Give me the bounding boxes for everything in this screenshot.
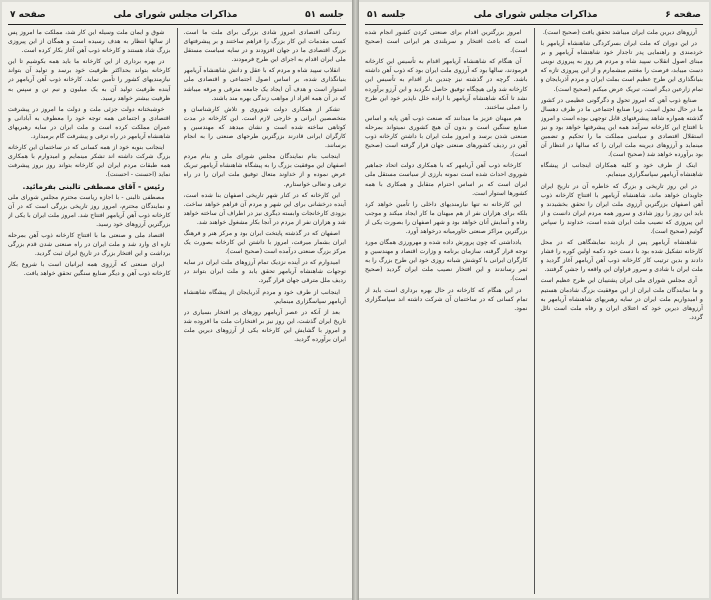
paragraph: اینجانب بنام نمایندگان مجلس شورای ملی و بنام مردم اصفهان این موفقیت بزرگ را به پیشگاه شاهنشاه آریامهر تبریک عرض نموده و از خداوند متعال توفیق ملت ایران را در راه ترقی و تعالی خواستارم.	[183, 153, 346, 188]
paragraph: مصطفی تالبنی - با اجازه ریاست محترم مجلس شورای ملی و نمایندگان محترم، امروز روز تاریخی بزرگی است که در آن کارخانه ذوب آهن آریامهر افتتاح شد. امروز ملت ایران با یکی از بزرگترین آرزوهای خود رسید.	[8, 193, 171, 228]
right-page-column-2	[365, 28, 528, 594]
paragraph: این کارخانه که در کنار شهر تاریخی اصفهان بنا شده است، آینده درخشانی برای این شهر و مردم آن فراهم خواهد ساخت. بزودی کارخانجات وابسته دیگری نیز در اطراف آن ساخته خواهد شد و هزاران نفر از مردم در آنجا بکار مشغول خواهند شد.	[183, 191, 346, 226]
paragraph: شوق و ایمان ملت وسیله این کار شد، مملکت ما امروز پس از سالها انتظار به هدف رسیده است و همگان از این پیروزی بزرگ شاد هستند و کارخانه ذوب آهن آغاز بکار کرده است.	[8, 29, 171, 55]
paragraph: انقلاب سپید شاه و مردم که با عقل و دانش شاهنشاه آریامهر بنیانگذاری شده، بر اساس اصول اجتماعی و اقتصادی ملی استوار است و هدف آن ایجاد یک جامعه مترقی و مرفه میباشد که در آن همه افراد از مواهب زندگی بهره مند باشند.	[183, 67, 346, 102]
paragraph: بعد از آنکه در عصر آریامهر روزهای پر افتخار بسیاری در تاریخ ایران گذشت، این روز نیز بر افتخارات ملت ما افزوده شد و امروز با گشایش این کارخانه یکی از آرزوهای دیرین ملت ایران برآورده گردید.	[183, 308, 346, 343]
right-page-column-1	[541, 28, 704, 594]
paragraph: در این دوران که ملت ایران بسرکردگی شاهنشاه آریامهر با خردمندی و راهنمایی پدر تاجدار خود شاهنشاه آریامهر و بر مبنای اصول انقلاب سپید شاه و مردم هر روز به پیروزی نوینی دست مییابد، فرصت را مغتنم میشمارم و از این پیروزی تازه که بنیانگذاری این طرح عظیم است بملت ایران و مردم آذربایجان و تمام زارعین دیگر است، تبریک عرض میکنم (صحیح است).	[540, 40, 703, 93]
left-page-number: صفحه ۷	[10, 10, 46, 20]
paragraph: آن هنگام که شاهنشاه آریامهر اقدام به تأسیس این کارخانه فرمودند، سالها بود که آرزوی ملت ایران بود که ذوب آهن داشته باشد. گرچه در گذشته نیز چندین بار اقدام به تأسیس این کارخانه شد ولی هیچگاه توفیق حاصل نگردید و این آرزو برآورده نشد تا آنکه شاهنشاه آریامهر با اراده خلل ناپذیر خود این طرح را عملی ساختند.	[365, 58, 528, 111]
paragraph: اینک از طرف خود و کلیه همکاران اینجانب از پیشگاه شاهنشاه آریامهر سپاسگزاری مینمایم.	[540, 162, 703, 179]
paragraph: رئیس - آقای مصطفی تالبنی بفرمائید.	[22, 181, 165, 191]
right-page	[359, 2, 709, 598]
left-page-columns	[8, 28, 346, 594]
paragraph: در این روز تاریخی و بزرگ که خاطره آن در تاریخ ایران جاویدان خواهد ماند، شاهنشاه آریامهر با افتتاح کارخانه ذوب آهن اصفهان بزرگترین آرزوی ملت ایران را تحقق بخشیدند و باید این روز را روز شادی و سرور همه مردم ایران دانست و از این پیروزی که نصیب ملت ایران شده است، خداوند را سپاس گوئیم (صحیح است).	[540, 182, 703, 235]
paragraph: شاهنشاه آریامهر پس از بازدید نمایشگاهی که در محل کارخانه تشکیل شده بود با دست خود دکمه اولین کوره را فشار دادند و بدین ترتیب کار کارخانه ذوب آهن آریامهر آغاز گردید و ملت ایران با شادی و سرور فراوان این واقعه را جشن گرفتند.	[540, 239, 703, 274]
right-page-number: صفحه ۶	[665, 10, 701, 20]
paragraph: زندگی اقتصادی امروز شادی بزرگی برای ملت ما است. کسب مقدمات این کار بزرگ را فراهم ساختند و بر پیشرفتهای بزرگ اقتصادی ما در جهان افزودند و در سایه سیاست مستقل ملی ایران اقدام به اجرای این طرح فرمودند.	[183, 29, 346, 64]
book-gutter	[352, 0, 359, 600]
paragraph: در بهره برداری از این کارخانه ما باید همه بکوشیم تا این کارخانه بتواند بحداکثر ظرفیت خود برسد و تولید آن بتواند نیازمندیهای کشور را تأمین نماید. کارخانه ذوب آهن آریامهر در آینده ظرفیت تولید آن به یک میلیون و نیم تن و سپس به ظرفیت بیشتر خواهد رسید.	[8, 58, 171, 102]
paragraph: امروز بزرگترین اقدام برای صنعتی کردن کشور انجام شده است که باعث افتخار و سربلندی هر ایرانی است (صحیح است).	[365, 29, 528, 55]
paragraph: اصفهان که در گذشته پایتخت ایران بود و مرکز هنر و فرهنگ ایران بشمار میرفت، امروز با داشتن این کارخانه بصورت یک مرکز بزرگ صنعتی درآمده است (صحیح است).	[183, 229, 346, 256]
paragraph: خوشبختانه دولت جزئی ملت و دولت ما امروز در پیشرفت اقتصادی و اجتماعی همه توجه خود را معطوف به آبادانی و عمران مملکت کرده است و ملت ایران در سایه رهبریهای شاهنشاه آریامهر در راه ترقی و پیشرفت گام برمیدارد.	[8, 105, 171, 141]
left-page-column-1	[184, 28, 347, 594]
paragraph: امیدوارم که در آینده نزدیک تمام آرزوهای ملت ایران در سایه توجهات شاهنشاه آریامهر تحقق یابد و ملت ایران بتواند در ردیف ملل مترقی جهان قرار گیرد.	[183, 259, 346, 285]
paragraph: اینجانب از طرف خود و مردم آذربایجان از پیشگاه شاهنشاه آریامهر سپاسگزاری مینمایم.	[183, 288, 346, 305]
right-page-header	[365, 8, 703, 22]
paragraph: صنایع ذوب آهن که امروز تحول و دگرگونی عظیمی در کشور ما در حال تحول است، زیرا صنایع اجتماعی ما در ظرف دهسال گذشته همواره شاهد پیشرفتهای قابل توجهی بوده است و امروز با افتتاح این کارخانه سرآمد همه این پیشرفتها خواهد بود و نیز استقلال اقتصادی و سیاسی مملکت ما را تحکیم و تضمین مینماید و آرزوهای دیرینه ملت ایران را که سالها در انتظار آن بود برآورده خواهد شد (صحیح است).	[540, 96, 703, 159]
left-page-column-2	[8, 28, 171, 594]
paragraph: اینجانب بنوبه خود از همه کسانی که در ساختمان این کارخانه بزرگ شرکت داشته اند تشکر مینمایم و امیدوارم با همکاری همه طبقات مردم ایران این کارخانه بتواند روز بروز پیشرفت نماید (احسنت - احسنت).	[8, 144, 171, 179]
paragraph: یادداشتی که چون پرورش داده شده و مهرورزی همگان مورد توجه قرار گرفته، سازمان برنامه و وزارت اقتصاد و مهندسین و کارگران ایرانی با کوشش شبانه روزی خود این طرح بزرگ را به ثمر رساندند و این افتخار نصیب ملت ایران گردید (صحیح است).	[365, 239, 528, 283]
header-divider	[8, 24, 346, 25]
left-page-session: جلسه ۵۱	[305, 10, 344, 20]
right-page-columns	[365, 28, 703, 594]
paragraph: آری مجلس شورای ملی ایران پشتیبان این طرح عظیم است و ما نمایندگان ملت ایران از این موفقیت بزرگ شادمان هستیم و امیدواریم ملت ایران در سایه رهبریهای شاهنشاه آریامهر به آرزوهای دیرین خود که اعتلای ایران و رفاه ملت است نائل گردد.	[540, 277, 703, 321]
paragraph: هم میهنان عزیز ما میدانند که صنعت ذوب آهن پایه و اساس صنایع سنگین است و بدون آن هیچ کشوری نمیتواند بمرحله صنعتی شدن برسد و امروز ملت ایران با داشتن کارخانه ذوب آهن در ردیف کشورهای صنعتی جهان قرار گرفته است (صحیح است).	[365, 114, 528, 159]
paragraph: این کارخانه نه تنها نیازمندیهای داخلی را تأمین خواهد کرد بلکه برای هزاران نفر از هم میهنان ما کار ایجاد میکند و موجب رفاه و آسایش آنان خواهد بود و شهر اصفهان را بصورت یکی از بزرگترین مراکز صنعتی خاورمیانه درخواهد آورد.	[365, 200, 528, 235]
column-divider	[534, 28, 535, 594]
paragraph: در این هنگام که کارخانه در حال بهره برداری است باید از تمام کسانی که در ساختمان آن شرکت داشته اند سپاسگزاری نمود.	[365, 286, 528, 312]
paragraph: تشکر از همکاری دولت شوروی و تلاش کارشناسان و متخصصین ایرانی و خارجی لازم است. این کارخانه در مدت کوتاهی ساخته شده است و نشان میدهد که مهندسین و کارگران ایرانی قادرند بزرگترین طرحهای صنعتی را به انجام برسانند.	[183, 105, 346, 150]
left-page	[2, 2, 352, 598]
left-page-header	[8, 8, 346, 22]
right-page-title: مذاکرات مجلس شورای ملی	[473, 10, 598, 20]
header-divider	[365, 24, 703, 25]
paragraph: ایران صنعتی که آرزوی همه ایرانیان است با شروع بکار کارخانه ذوب آهن و دیگر صنایع سنگین تحقق خواهد یافت.	[8, 261, 171, 278]
paragraph: اقتصاد ملی و صنعتی ما با افتتاح کارخانه ذوب آهن بمرحله تازه ای وارد شد و ملت ایران در راه صنعتی شدن قدم بزرگی برداشت و این افتخار بزرگ در تاریخ ایران ثبت گردید.	[8, 231, 171, 258]
paragraph: آرزوهای دیرین ملت ایران میباشد تحقق یافت (صحیح است).	[542, 29, 697, 36]
column-divider	[177, 28, 178, 594]
left-page-title: مذاکرات مجلس شورای ملی	[113, 10, 238, 20]
paragraph: کارخانه ذوب آهن آریامهر که با همکاری دولت اتحاد جماهیر شوروی احداث شده است نمونه بارزی از سیاست مستقل ملی ایران است که بر اساس احترام متقابل و همکاری با همه کشورها استوار است.	[365, 162, 528, 197]
right-page-session: جلسه ۵۱	[367, 10, 406, 20]
